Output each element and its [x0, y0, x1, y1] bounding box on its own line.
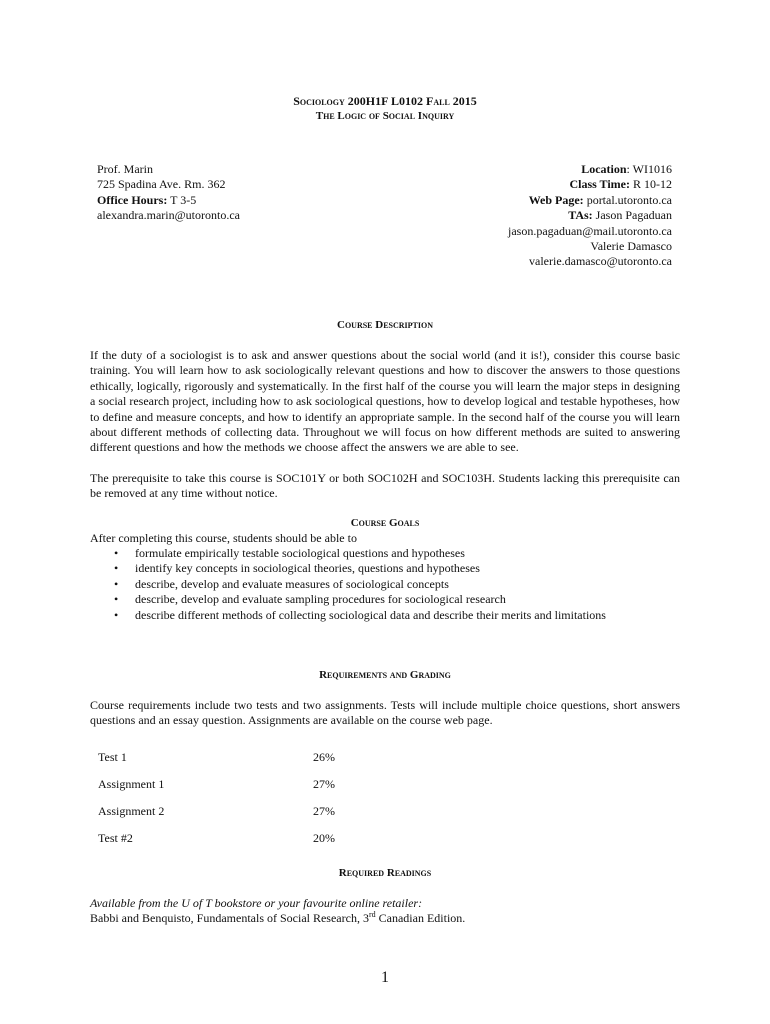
grade-weight: 20% — [313, 831, 335, 845]
course-goals-list — [114, 546, 606, 623]
edition-suffix: rd — [368, 910, 376, 919]
grade-weight: 26% — [313, 750, 335, 764]
bullet: • — [114, 607, 119, 622]
web-page — [508, 193, 672, 208]
table-row — [98, 804, 335, 831]
office-address: 725 Spadina Ave. Rm. 362 — [97, 177, 226, 192]
tas-label: TAs: — [568, 208, 593, 223]
required-textbook — [90, 911, 465, 926]
table-row — [98, 777, 335, 804]
bullet: • — [114, 561, 119, 576]
ta1-email: jason.pagaduan@mail.utoronto.ca — [507, 223, 672, 238]
grade-item: Assignment 1 — [98, 777, 165, 791]
goal-text: formulate empirically testable sociological questions and hypotheses — [135, 546, 465, 560]
list-item — [114, 608, 606, 623]
goal-text: describe, develop and evaluate sampling procedures for sociological research — [135, 592, 506, 607]
office-hours-label: Office Hours: — [97, 192, 168, 207]
grade-item: Test 1 — [98, 750, 127, 764]
list-item — [114, 561, 606, 576]
ta2-name: Valerie Damasco — [590, 239, 672, 254]
grade-weight: 27% — [313, 804, 335, 818]
tas — [508, 208, 672, 223]
textbook-edition: Canadian Edition. — [375, 911, 466, 925]
page-number: 1 — [381, 969, 389, 986]
requirements-paragraph: Course requirements include two tests and two assignments. Tests will include multiple choice questions, short answers questions and an essay question. Assignments are available on the course web page. — [90, 698, 680, 728]
instructor-info — [97, 162, 240, 224]
list-item — [114, 592, 606, 607]
grade-item: Test #2 — [98, 831, 133, 845]
course-description-paragraph: If the duty of a sociologist is to ask and answer questions about the social world (and it is!), consider this course basic training. You will learn how to ask sociologically relevant questions and how to discover the answers to those questions ethically, logically, rigorously and systematically. In the first half of the course you will learn the major steps in designing a social research project, including how to ask sociological questions, how to develop logical and testable hypotheses, how to define and measure concepts, and how to identify an appropriate sample. In the second half of the course you will learn about different methods of collecting data. Throughout we will focus on how different methods are suited to answering different questions and how the methods we choose affect the answers we are able to see. — [90, 348, 680, 455]
course-goals-heading: Course Goals — [350, 517, 420, 529]
readings-note: Available from the U of T bookstore or your favourite online retailer: — [90, 896, 423, 910]
course-title: Sociology 200H1F L0102 Fall 2015 — [293, 94, 477, 108]
office-hours-value: T 3-5 — [167, 192, 197, 207]
list-item — [114, 546, 606, 561]
grade-weight: 27% — [313, 777, 335, 791]
tas-value: Jason Pagaduan — [592, 208, 672, 223]
class-time-label: Class Time: — [569, 177, 630, 192]
course-info — [508, 162, 672, 270]
list-item — [114, 577, 606, 592]
web-page-label: Web Page: — [528, 192, 584, 207]
instructor-email: alexandra.marin@utoronto.ca — [97, 208, 240, 223]
bullet: • — [114, 546, 119, 560]
table-row — [98, 750, 335, 777]
location — [508, 162, 672, 177]
location-label: Location — [581, 162, 627, 176]
course-goals-intro: After completing this course, students should be able to — [90, 531, 357, 545]
office-hours — [97, 193, 240, 208]
textbook-title: Babbi and Benquisto, Fundamentals of Social Research, 3 — [90, 911, 369, 925]
class-time-value: R 10-12 — [630, 177, 672, 192]
goal-text: describe, develop and evaluate measures of sociological concepts — [135, 576, 449, 591]
web-page-value: portal.utoronto.ca — [583, 192, 672, 207]
grade-item: Assignment 2 — [98, 804, 165, 818]
location-value: : WI1016 — [626, 162, 672, 176]
goal-text: describe different methods of collecting sociological data and describe their merits and limitations — [135, 607, 606, 622]
prerequisite-paragraph: The prerequisite to take this course is SOC101Y or both SOC102H and SOC103H. Students lacking this prerequisite can be removed at any time without notice. — [90, 471, 680, 501]
ta2-email: valerie.damasco@utoronto.ca — [529, 254, 672, 269]
course-description-heading: Course Description — [337, 319, 433, 331]
bullet: • — [114, 592, 119, 607]
requirements-heading: Requirements and Grading — [319, 669, 451, 681]
goal-text: identify key concepts in sociological theories, questions and hypotheses — [135, 561, 480, 576]
grading-table — [98, 750, 335, 858]
bullet: • — [114, 576, 119, 591]
instructor-name: Prof. Marin — [97, 162, 153, 176]
class-time — [508, 177, 672, 192]
course-subtitle: The Logic of Social Inquiry — [315, 110, 455, 122]
required-readings-heading: Required Readings — [338, 867, 432, 879]
table-row — [98, 831, 335, 858]
